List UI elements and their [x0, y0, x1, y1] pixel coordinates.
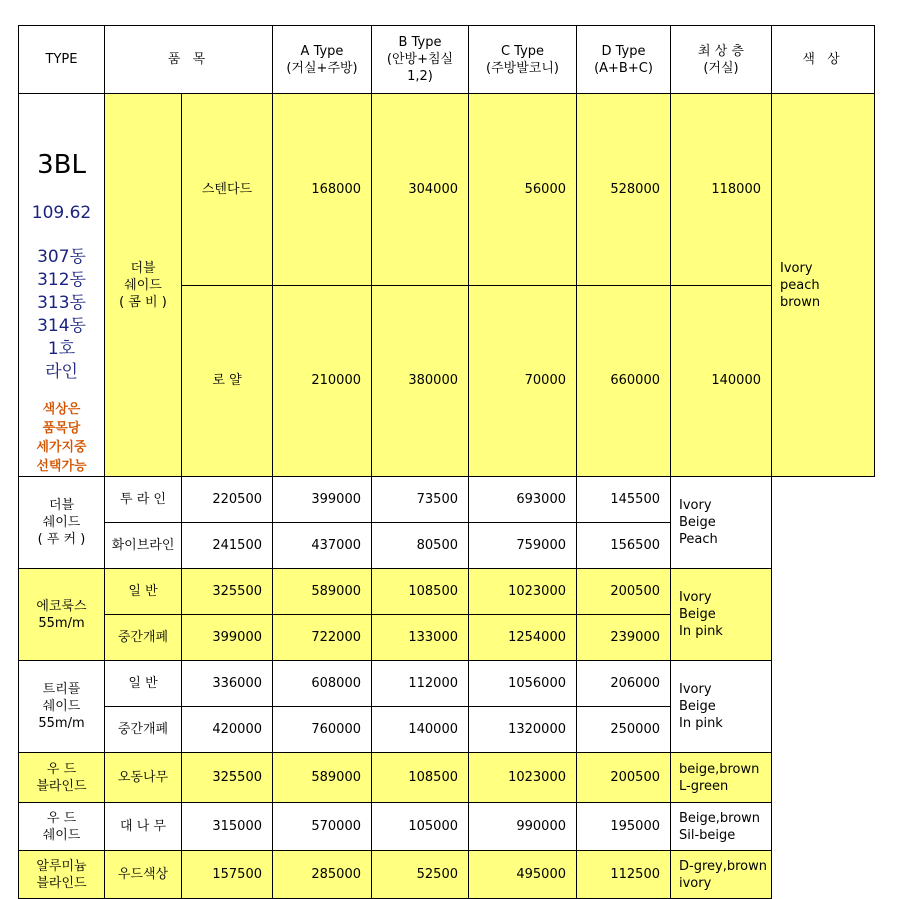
b-type-price: 589000: [273, 569, 372, 615]
b-type-price: 437000: [273, 523, 372, 569]
category-cell: 우 드 쉐이드: [19, 803, 105, 851]
c-type-price: 70000: [469, 285, 577, 477]
item-cell: 일 반: [105, 661, 182, 707]
item-cell: 일 반: [105, 569, 182, 615]
header-a-type: A Type (거실+주방): [273, 26, 372, 94]
a-type-price: 220500: [182, 477, 273, 523]
b-type-price: 608000: [273, 661, 372, 707]
d-type-price: 693000: [469, 477, 577, 523]
table-row: [19, 803, 875, 851]
table-row: [19, 94, 875, 286]
c-type-price: 133000: [372, 615, 469, 661]
d-type-price: 660000: [577, 285, 671, 477]
product-group: [19, 851, 875, 899]
top-floor-price: 239000: [577, 615, 671, 661]
a-type-price: 420000: [182, 707, 273, 753]
category-cell: 더블 쉐이드 ( 콤 비 ): [105, 94, 182, 477]
color-options: Ivory Beige In pink: [671, 569, 772, 661]
unit-info: [19, 94, 105, 477]
building-list: 307동 312동 313동 314동 1호 라인: [37, 247, 86, 382]
c-type-price: 112000: [372, 661, 469, 707]
color-options: beige,brown L-green: [671, 753, 772, 803]
b-type-price: 760000: [273, 707, 372, 753]
table-row: [19, 753, 875, 803]
unit-area: 109.62: [31, 203, 92, 223]
a-type-price: 157500: [182, 851, 273, 899]
top-floor-price: 195000: [577, 803, 671, 851]
d-type-price: 528000: [577, 94, 671, 286]
header-color: 색 상: [772, 26, 875, 94]
header-d-type: D Type (A+B+C): [577, 26, 671, 94]
header-b-type: B Type (안방+침실 1,2): [372, 26, 469, 94]
a-type-price: 168000: [273, 94, 372, 286]
header-c-type: C Type (주방발코니): [469, 26, 577, 94]
header-item: 품 목: [105, 26, 273, 94]
category-cell: 우 드 블라인드: [19, 753, 105, 803]
top-floor-price: 112500: [577, 851, 671, 899]
item-cell: 중간개폐: [105, 615, 182, 661]
table-row: [19, 661, 875, 707]
b-type-price: 570000: [273, 803, 372, 851]
b-type-price: 722000: [273, 615, 372, 661]
b-type-price: 399000: [273, 477, 372, 523]
header-type: TYPE: [19, 26, 105, 94]
color-options: Beige,brown Sil-beige: [671, 803, 772, 851]
product-group: [19, 753, 875, 803]
d-type-price: 1254000: [469, 615, 577, 661]
a-type-price: 399000: [182, 615, 273, 661]
item-cell: 오동나무: [105, 753, 182, 803]
table-row: [19, 569, 875, 615]
c-type-price: 105000: [372, 803, 469, 851]
a-type-price: 325500: [182, 569, 273, 615]
product-group: [19, 569, 875, 661]
table-row: [19, 851, 875, 899]
top-floor-price: 118000: [671, 94, 772, 286]
category-cell: 알루미늄 블라인드: [19, 851, 105, 899]
c-type-price: 140000: [372, 707, 469, 753]
c-type-price: 80500: [372, 523, 469, 569]
price-table: [18, 25, 875, 899]
a-type-price: 325500: [182, 753, 273, 803]
c-type-price: 56000: [469, 94, 577, 286]
d-type-price: 1023000: [469, 569, 577, 615]
top-floor-price: 200500: [577, 753, 671, 803]
top-floor-price: 156500: [577, 523, 671, 569]
item-cell: 우드색상: [105, 851, 182, 899]
category-cell: 에코룩스 55m/m: [19, 569, 105, 661]
item-cell: 스텐다드: [182, 94, 273, 286]
model-name: 3BL: [37, 150, 86, 180]
a-type-price: 336000: [182, 661, 273, 707]
b-type-price: 285000: [273, 851, 372, 899]
color-options: Ivory Beige Peach: [671, 477, 772, 569]
d-type-price: 495000: [469, 851, 577, 899]
d-type-price: 1023000: [469, 753, 577, 803]
item-cell: 투 라 인: [105, 477, 182, 523]
header-top-floor: 최 상 층 (거실): [671, 26, 772, 94]
d-type-price: 990000: [469, 803, 577, 851]
product-group: [19, 803, 875, 851]
top-floor-price: 206000: [577, 661, 671, 707]
c-type-price: 108500: [372, 753, 469, 803]
b-type-price: 304000: [372, 94, 469, 286]
a-type-price: 315000: [182, 803, 273, 851]
item-cell: 중간개폐: [105, 707, 182, 753]
a-type-price: 241500: [182, 523, 273, 569]
a-type-price: 210000: [273, 285, 372, 477]
product-group: [19, 94, 875, 477]
top-floor-price: 250000: [577, 707, 671, 753]
d-type-price: 1320000: [469, 707, 577, 753]
d-type-price: 1056000: [469, 661, 577, 707]
d-type-price: 759000: [469, 523, 577, 569]
top-floor-price: 200500: [577, 569, 671, 615]
table-row: [19, 477, 875, 523]
product-group: [19, 477, 875, 569]
b-type-price: 380000: [372, 285, 469, 477]
c-type-price: 73500: [372, 477, 469, 523]
color-options: Ivory Beige In pink: [671, 661, 772, 753]
product-group: [19, 661, 875, 753]
top-floor-price: 145500: [577, 477, 671, 523]
color-options: D-grey,brown ivory: [671, 851, 772, 899]
top-floor-price: 140000: [671, 285, 772, 477]
color-options: Ivory peach brown: [772, 94, 875, 477]
item-cell: 대 나 무: [105, 803, 182, 851]
b-type-price: 589000: [273, 753, 372, 803]
category-cell: 트리플 쉐이드 55m/m: [19, 661, 105, 753]
item-cell: 화이브라인: [105, 523, 182, 569]
color-note: 색상은 품목당 세가지중 선택가능: [36, 402, 87, 474]
category-cell: 더블 쉐이드 ( 푸 커 ): [19, 477, 105, 569]
c-type-price: 108500: [372, 569, 469, 615]
c-type-price: 52500: [372, 851, 469, 899]
item-cell: 로 얄: [182, 285, 273, 477]
